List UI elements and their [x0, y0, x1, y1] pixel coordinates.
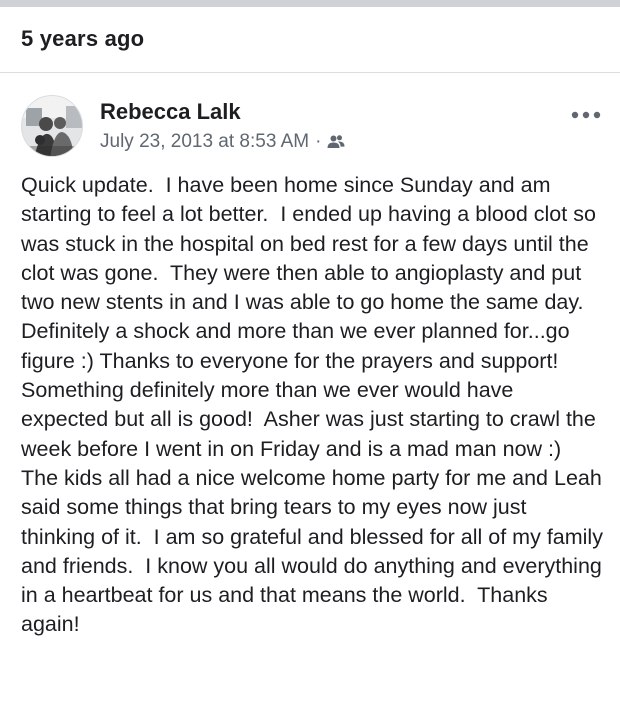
memory-label: 5 years ago	[21, 26, 145, 51]
post-meta	[100, 131, 345, 153]
avatar-photo	[22, 96, 83, 157]
author-name[interactable]: Rebecca Lalk	[100, 99, 241, 124]
more-horizontal-icon	[571, 111, 601, 119]
top-divider-strip	[0, 0, 620, 7]
meta-separator: ·	[315, 131, 322, 152]
avatar[interactable]	[21, 95, 83, 157]
more-options-button[interactable]	[566, 104, 606, 126]
post-card	[0, 74, 620, 709]
post-body-text: Quick update. I have been home since Sunday and am starting to feel a lot better. I ended up having a blood clot so was stuck in the hospital on bed rest for a few days until the clot was gone. They were then able to angioplasty and put two new stents in and I was able to go home the same day. Definitely a shock and more than we ever planned for...go figure :) Thanks to everyone for the prayers and support! Something definitely more than we ever would have expected but all is good! Asher was just starting to crawl the week before I went in on Friday and is a mad man now :) The kids all had a nice welcome home party for me and Leah said some things that bring tears to my eyes now just thinking of it. I am so grateful and blessed for all of my family and friends. I know you all would do anything and everything in a heartbeat for us and that means the world. Thanks again!	[21, 173, 609, 637]
friends-icon	[327, 134, 345, 150]
memory-header	[0, 7, 620, 73]
post-timestamp[interactable]: July 23, 2013 at 8:53 AM	[100, 131, 310, 152]
